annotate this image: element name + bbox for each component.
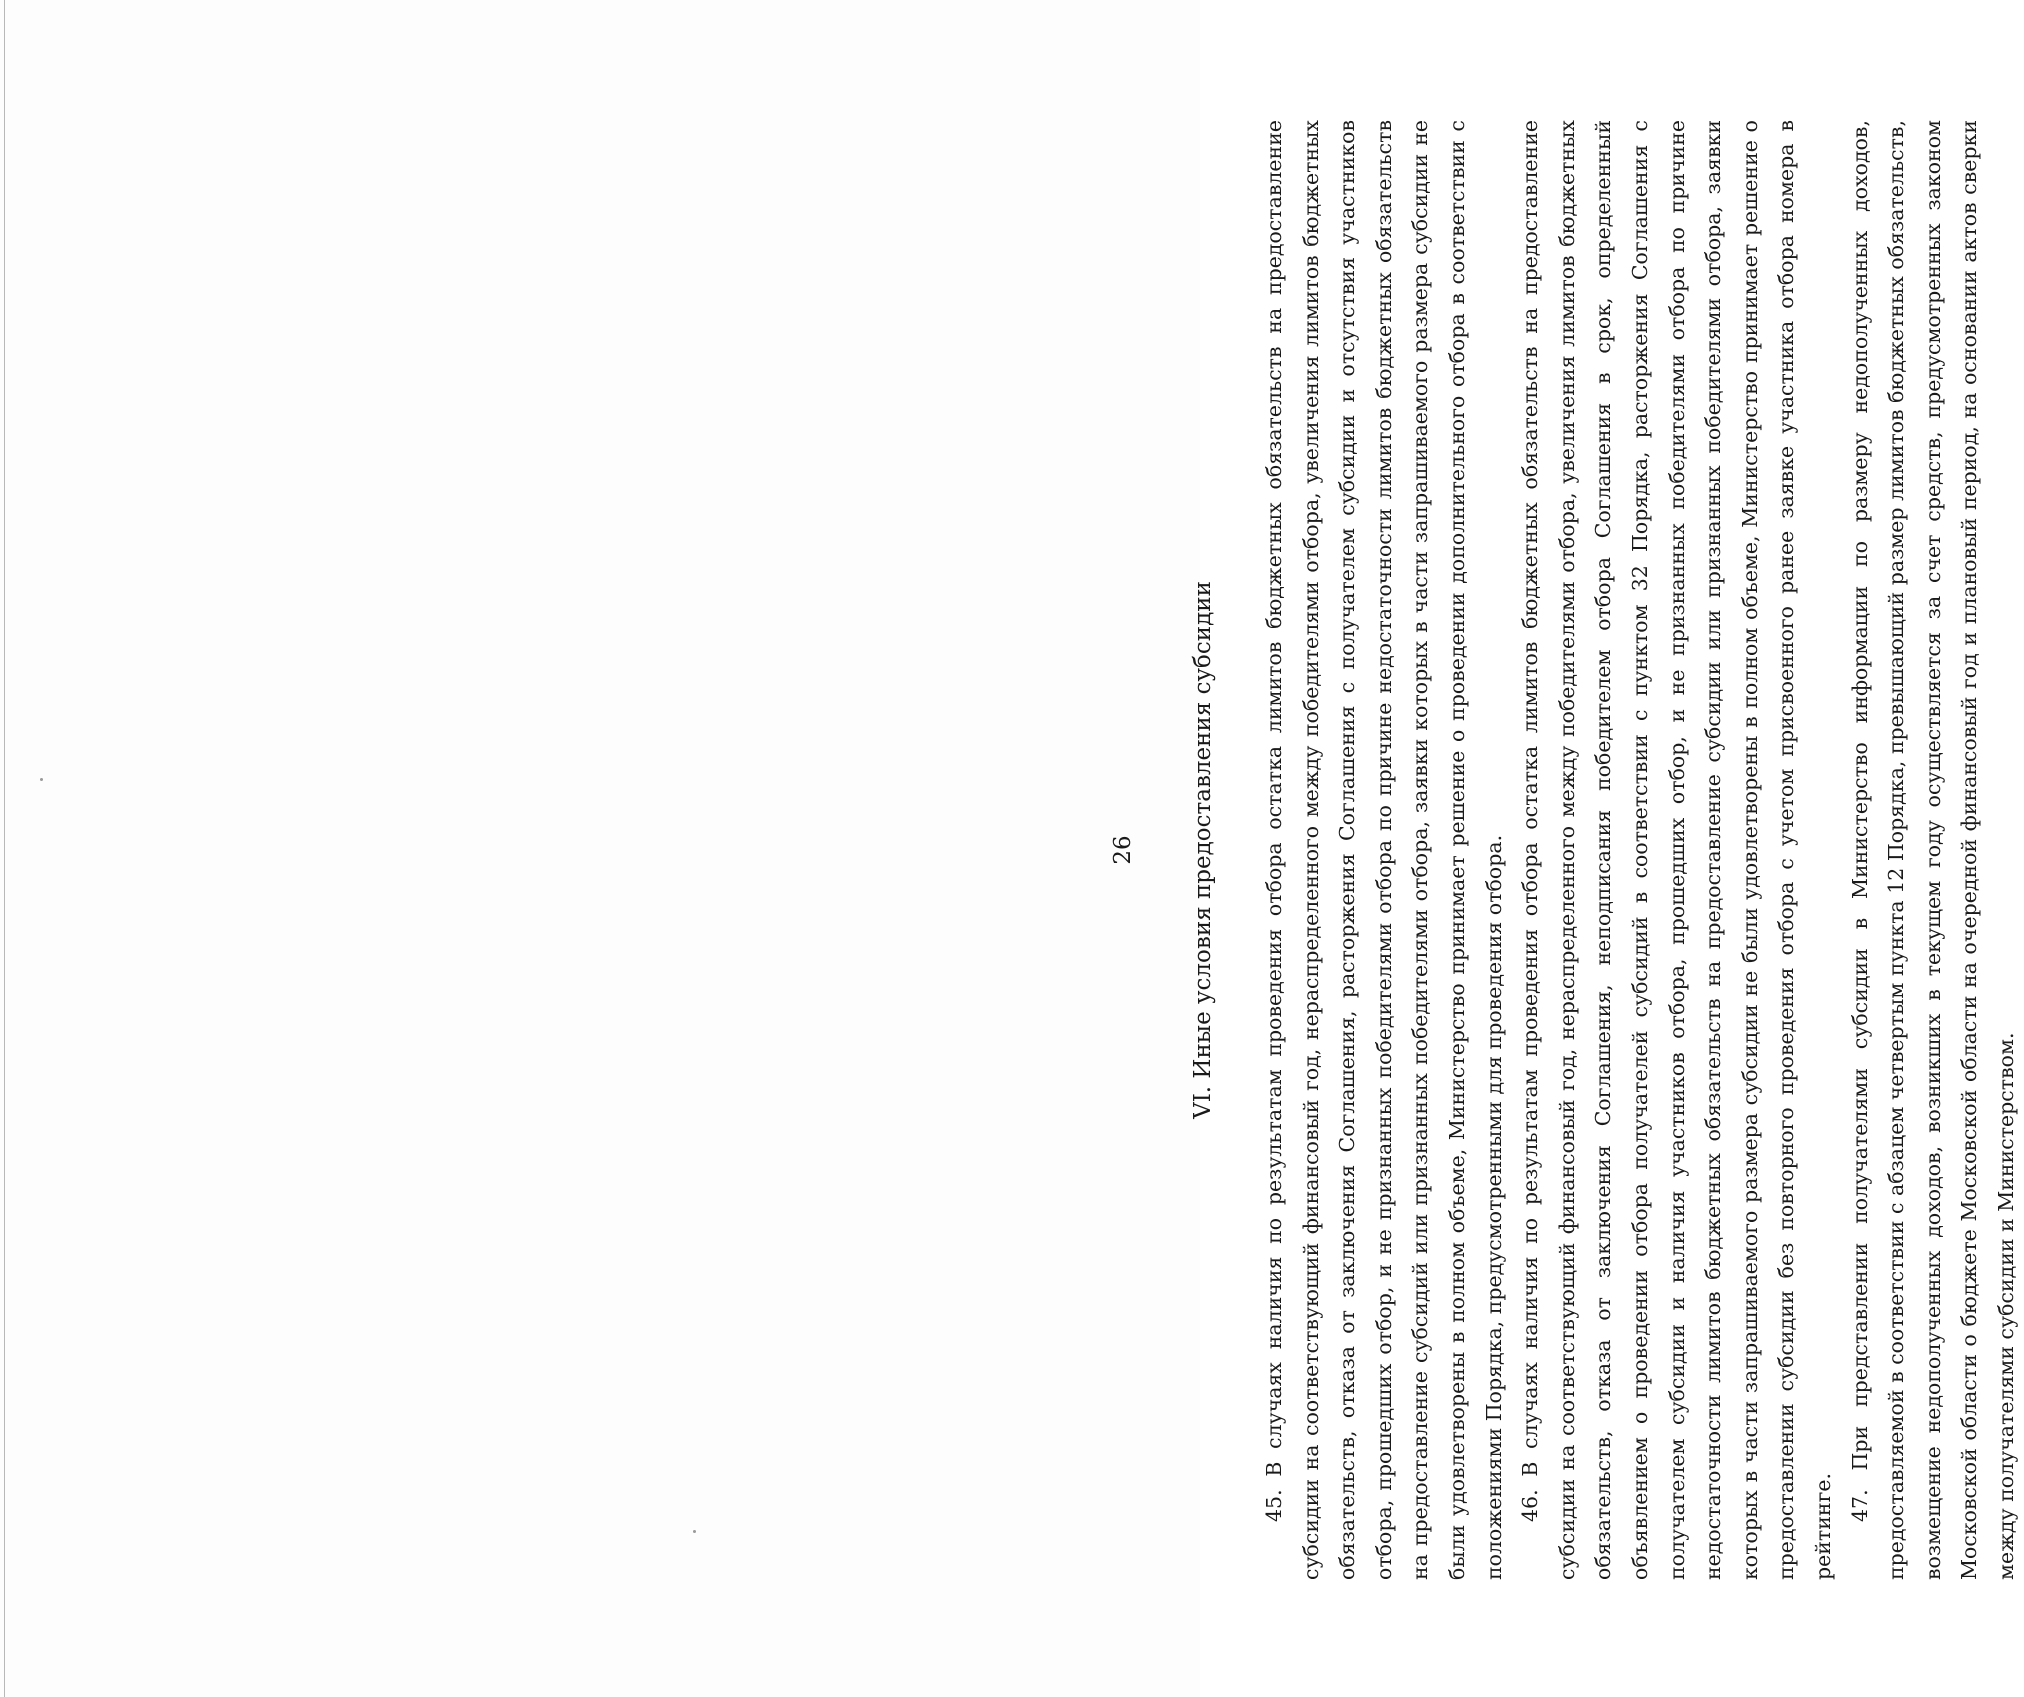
rotated-document-content [1090,120,2018,1580]
scan-speck [693,1530,696,1533]
document-body [1256,120,2024,1580]
section-title: VI. Иные условия предоставления субсидии [1190,581,1216,1119]
scan-edge-line [4,0,5,1697]
paragraph-45: 45. В случаях наличия по результатам проведения отбора остатка лимитов бюджетных обязательств на предоставление субсидии на соответствующий финансовый год, нераспределенного между победителями отбора, увеличения лимитов бюджетных обязательств, отказа от заключения Соглашения, расторжения Соглашения с получателем субсидии и отсутствия участников отбора, прошедших отбор, и не признанных победителями отбора по причине недостаточности лимитов бюджетных обязательств на предоставление субсидий или признанных победителями отбора, заявки которых в части запрашиваемого размера субсидии не были удовлетворены в полном объеме, Министерство принимает решение о проведении дополнительного отбора в соответствии с положениями Порядка, предусмотренными для проведения отбора. [1262,120,1506,1580]
paragraph-46: 46. В случаях наличия по результатам проведения отбора остатка лимитов бюджетных обязательств на предоставление субсидии на соответствующий финансовый год, нераспределенного между победителями отбора, увеличения лимитов бюджетных обязательств, отказа от заключения Соглашения, неподписания победителем отбора Соглашения в срок, определенный объявлением о проведении отбора получателей субсидий в соответствии с пунктом 32 Порядка, расторжения Соглашения с получателем субсидии и наличия участников отбора, прошедших отбор, и не признанных победителями отбора по причине недостаточности лимитов бюджетных обязательств на предоставление субсидии или признанных победителями отбора, заявки которых в части запрашиваемого размера субсидии не были удовлетворены в полном объеме, Министерство принимает решение о предоставлении субсидии без повторного проведения отбора с учетом присвоенного ранее заявке участника отбора номера в рейтинге. [1518,120,1835,1580]
page-number: 26 [1110,835,1136,865]
scan-speck [40,778,43,781]
paragraph-47: 47. При представлении получателями субсидии в Министерство информации по размеру недополученных доходов, предоставляемой в соответствии с абзацем четвертым пункта 12 Порядка, превышающий размер лимитов бюджетных обязательств, возмещение недополученных доходов, возникших в текущем году осуществляется за счет средств, предусмотренных законом Московской области о бюджете Московской области на очередной финансовый год и плановый период, на основании актов сверки между получателями субсидии и Министерством. [1847,120,2018,1580]
